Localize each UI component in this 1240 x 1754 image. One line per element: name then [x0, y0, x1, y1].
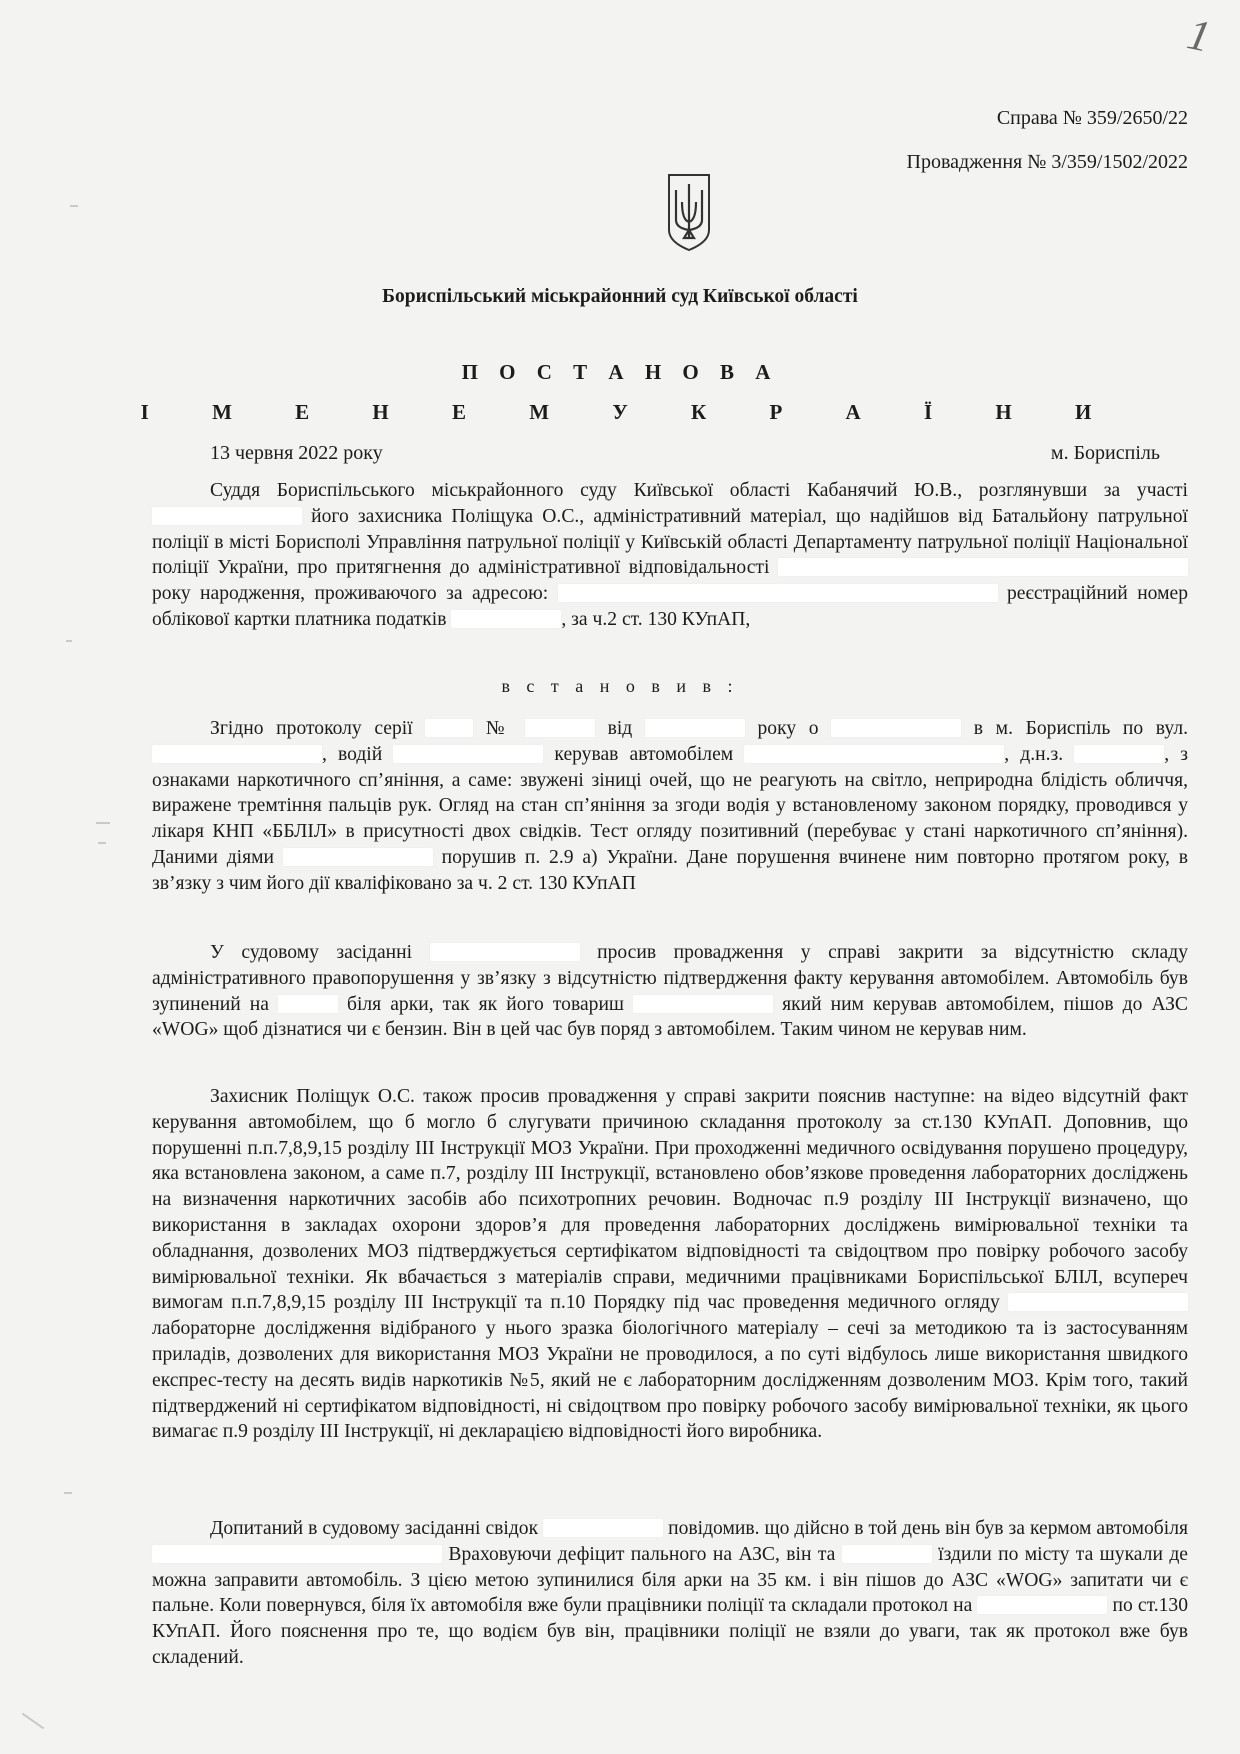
case-number: Справа № 359/2650/22	[996, 107, 1188, 129]
redacted-protocol-number	[525, 719, 595, 737]
redacted-address	[558, 584, 998, 602]
established-heading: в с т а н о в и в :	[501, 676, 739, 696]
page-number: 1	[1183, 9, 1215, 62]
redacted-plate	[1074, 745, 1164, 763]
redacted-tax-number	[451, 610, 561, 628]
case-info	[907, 96, 1188, 184]
decision-city: м. Бориспіль	[1050, 442, 1160, 464]
trident-emblem-icon	[666, 172, 712, 252]
redacted-street	[152, 745, 322, 763]
date-line	[210, 442, 1160, 465]
protocol-paragraph: Згідно протоколу серії № від року о в м. Бориспіль по вул. , водій керував автомобілем , д.н.з. , з ознаками наркотичного сп’яніння, а саме: звужені зіниці очей, що не реагують на світло, неприродна блідість обличчя, виражене тремтіння пальців рук. Огляд на стан сп’яніння за згоди водія у встановленому законом порядку, проводився у лікаря КНП «ББЛІЛ» в присутності двох свідків. Тест огляду позитивний (перебуває у стані наркотичного сп’яніння). Даними діями порушив п. 2.9 а) України. Дане порушення вчинене ним повторно протягом року, в зв’язку з чим його дії кваліфіковано за ч. 2 ст. 130 КУпАП	[152, 718, 1188, 894]
scan-mark	[66, 640, 72, 642]
decision-date: 13 червня 2022 року	[210, 442, 383, 464]
redacted-date	[645, 719, 745, 737]
scan-mark	[96, 822, 110, 824]
witness-paragraph: Допитаний в судовому засіданні свідок повідомив. що дійсно в той день він був за кермом автомобіля Враховуючи дефіцит пального на АЗС, він та їздили по місту та шукали де можна заправити автомобіль. З цією метою зупинилися біля арки на 35 км. і він пішов до АЗС «WOG» запитати чи є пальне. Коли повернувся, біля їх автомобіля вже були працівники поліції та складали протокол на по ст.130 КУпАП. Його пояснення про те, що водієм був він, працівники поліції не взяли до уваги, так як протокол вже був складений.	[152, 1518, 1189, 1668]
redacted-location	[278, 995, 338, 1013]
redacted-name	[430, 943, 580, 961]
redacted-vehicle	[152, 1545, 442, 1563]
redacted-witness-name	[543, 1519, 663, 1537]
redacted-driver	[393, 745, 543, 763]
redacted-name	[283, 848, 433, 866]
redacted-series	[425, 719, 473, 737]
scan-mark	[22, 1713, 44, 1730]
redacted-vehicle	[744, 745, 1004, 763]
redacted-name	[152, 507, 302, 525]
document-title: П О С Т А Н О В А	[461, 360, 779, 384]
proceeding-number: Провадження № 3/359/1502/2022	[906, 151, 1188, 173]
scan-mark	[98, 842, 106, 844]
intro-paragraph: Суддя Бориспільського міськрайонного суду Київської області Кабанячий Ю.В., розглянувши за участі його захисника Поліщука О.С., адміністративний матеріал, що надійшов від Батальйону патрульної поліції в місті Борисполі Управління патрульної поліції у Київській області Департаменту патрульної поліції Національної поліції України, про притягнення до адміністративної відповідальності року народження, проживаючого за адресою: реєстраційний номер облікової картки платника податків , за ч.2 ст. 130 КУпАП,	[152, 480, 1188, 630]
document-subtitle: І М Е Н Е М У К Р А Ї Н И	[140, 400, 1100, 424]
redacted-name	[842, 1545, 932, 1563]
court-name: Бориспільський міськрайонний суд Київської області	[382, 286, 858, 307]
redacted-name	[977, 1596, 1107, 1614]
defender-paragraph: Захисник Поліщук О.С. також просив провадження у справі закрити пояснив наступне: на відео відсутній факт керування автомобілем, що б могло б слугувати причиною складання протоколу за ст.130 КУпАП. Доповнив, що порушенні п.п.7,8,9,15 розділу ІІІ Інструкції МОЗ України. При проходженні медичного освідування порушено процедуру, яка встановлена законом, а саме п.7, розділу ІІІ Інструкції, встановлено обов’язкове проведення лабораторних досліджень на визначення наркотичних засобів або психотропних речовин. Водночас п.9 розділу ІІІ Інструкції визначено, що використання в закладах охорони здоров’я для проведення лабораторних досліджень вимірювальної техніки та обладнання, дозволених МОЗ підтверджується сертифікатом відповідності та свідоцтвом про повірку робочого засобу вимірювальної техніки. Як вбачається з матеріалів справи, медичними працівниками Бориспільської БЛІЛ, всупереч вимогам п.п.7,8,9,15 розділу ІІІ Інструкції та п.10 Порядку під час проведення медичного огляду лабораторне дослідження відібраного у нього зразка біологічного матеріалу – сечі за методикою та із застосуванням приладів, дозволених для використання МОЗ України не проводилося, а по суті відбулось лише використання швидкого експрес-тесту на десять видів наркотиків №5, який не є лабораторним дослідженням дозволеним МОЗ. Крім того, такий підтверджений ні сертифікатом відповідності, ні свідоцтвом про повірку робочого засобу вимірювальної техніки, як цього вимагає п.9 розділу ІІІ Інструкції, ні декларацією відповідності його виробника.	[152, 1086, 1188, 1443]
scan-mark	[64, 1492, 72, 1494]
redacted-name-birthdate	[778, 558, 1188, 576]
hearing-paragraph: У судовому засіданні просив провадження у справі закрити за відсутністю складу адміністративного правопорушення у зв’язку з відсутністю підтвердження факту керування автомобілем. Автомобіль був зупинений на біля арки, так як його товариш який ним керував автомобілем, пішов до АЗС «WOG» щоб дізнатися чи є бензин. Він в цей час був поряд з автомобілем. Таким чином не керував ним.	[152, 942, 1189, 1041]
redacted-time	[831, 719, 961, 737]
redacted-name	[1008, 1293, 1188, 1311]
redacted-friend-name	[633, 995, 773, 1013]
scan-mark	[70, 205, 78, 207]
